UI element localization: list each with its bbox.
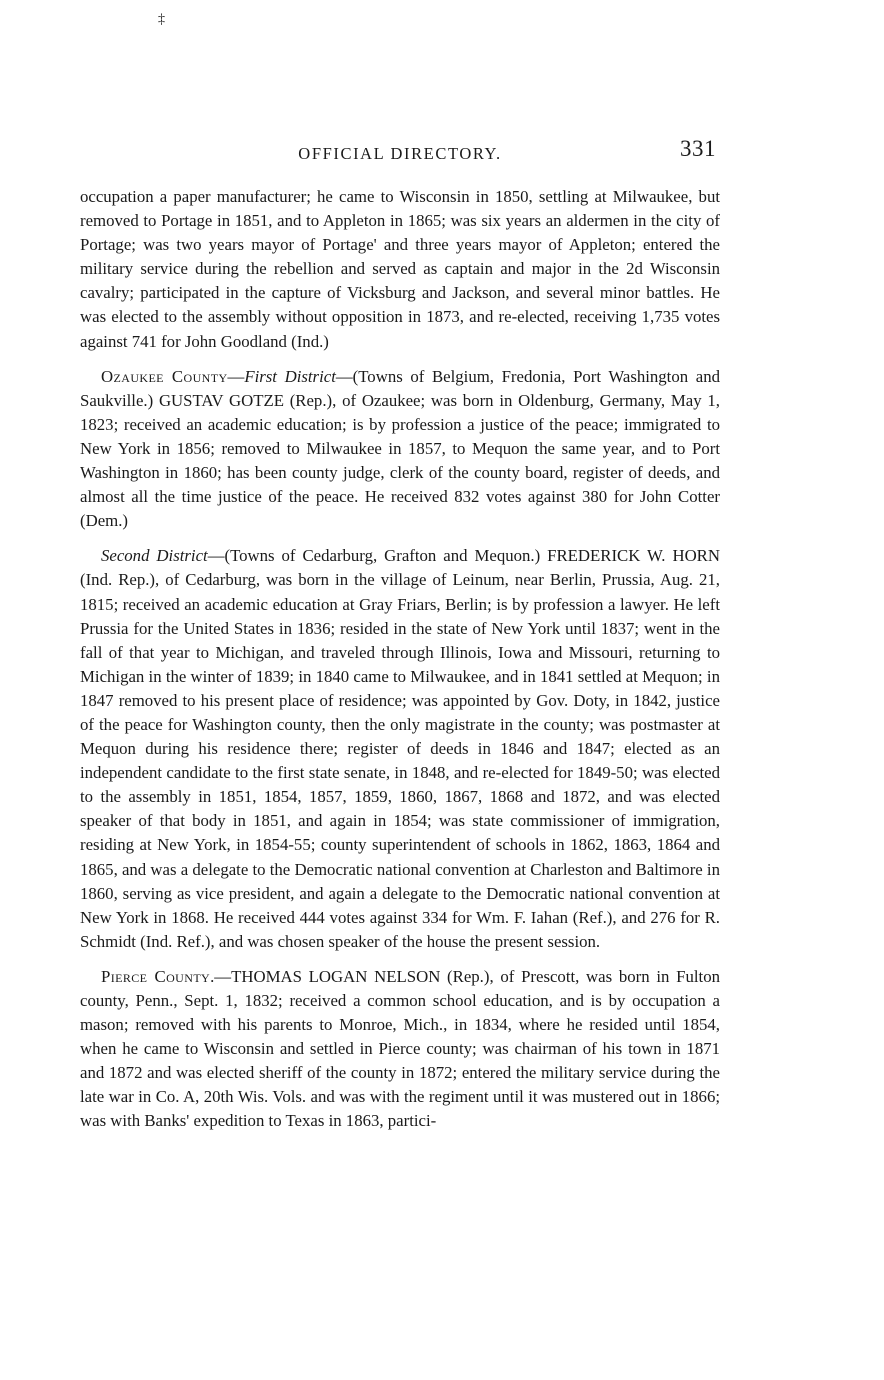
paragraph-ozaukee-first-district	[80, 365, 720, 534]
county-heading: Ozaukee County	[101, 366, 228, 386]
paragraph-ozaukee-second-district	[80, 544, 720, 954]
heading-separator: —	[227, 366, 245, 386]
district-heading: Second District	[101, 546, 208, 566]
district-separator: —	[335, 366, 353, 386]
paragraph-text: (Towns of Cedarburg, Grafton and Mequon.) FREDERICK W. HORN (Ind. Rep.), of Cedarburg, was born in the village of Leinum, near Berlin, Prussia, Aug. 21, 1815; received an academic education at Gray Friars, Berlin; is by profession a lawyer. He left Prussia for the United States in 1836; resided in the state of New York until 1837; went in the fall of that year to Michigan, and traveled through Illinois, Iowa and Missouri, returning to Michigan in the winter of 1839; in 1840 came to Milwaukee, and in 1841 settled at Mequon; in 1847 removed to his present place of residence; was appointed by Gov. Doty, in 1842, justice of the peace for Washington county, then the only magistrate in the county; was postmaster at Mequon during his residence there; register of deeds in 1846 and 1847; elected as an independent candidate to the first state senate, in 1848, and re-elected for 1849-50; was elected to the assembly in 1851, 1854, 1857, 1859, 1860, 1867, 1868 and 1872, and was elected speaker of that body in 1851, and again in 1854; was state commissioner of immigration, residing at New York, in 1854-55; county superintendent of schools in 1862, 1863, 1864 and 1865, and was a delegate to the Democratic national convention at Charleston and Baltimore in 1860, serving as vice president, and again a delegate to the Democratic national convention at New York in 1868. He received 444 votes against 334 for Wm. F. Iahan (Ref.), and 276 for R. Schmidt (Ind. Ref.), and was chosen speaker of the house the present session.	[80, 546, 720, 951]
heading-separator: .—	[210, 966, 232, 986]
paragraph-text: (Towns of Belgium, Fredonia, Port Washington and Saukville.) GUSTAV GOTZE (Rep.), of Ozaukee; was born in Oldenburg, Germany, May 1, 1823; received an academic education; is by profession a justice of the peace; immigrated to New York in 1856; removed to Milwaukee in 1857, to Mequon the same year, and to Port Washington in 1860; has been county judge, clerk of the county board, register of deeds, and almost all the time justice of the peace. He received 832 votes against 380 for John Cotter (Dem.)	[80, 366, 720, 531]
print-mark: ‡	[158, 12, 165, 27]
district-heading: First District	[244, 366, 336, 386]
running-title: OFFICIAL DIRECTORY.	[298, 144, 502, 163]
body-text	[80, 185, 720, 1145]
paragraph-text: occupation a paper manufacturer; he came to Wisconsin in 1850, settling at Milwaukee, but removed to Portage in 1851, and to Appleton in 1865; was six years an aldermen in the city of Portage; was two years mayor of Portage' and three years mayor of Appleton; entered the military service during the rebellion and served as captain and major in the 2d Wisconsin cavalry; participated in the capture of Vicksburg and Jackson, and several minor battles. He was elected to the assembly without opposition in 1873, and re-elected, receiving 1,735 votes against 741 for John Goodland (Ind.)	[80, 187, 720, 351]
page-number: 331	[680, 136, 716, 161]
page-header	[80, 136, 720, 166]
district-separator: —	[207, 546, 225, 566]
paragraph-pierce-county	[80, 965, 720, 1134]
paragraph-continuation	[80, 185, 720, 354]
county-heading: Pierce County	[101, 966, 211, 986]
paragraph-text: THOMAS LOGAN NELSON (Rep.), of Prescott, was born in Fulton county, Penn., Sept. 1, 1832; received a common school education, and is by occupation a mason; removed with his parents to Monroe, Mich., in 1834, where he resided until 1854, when he came to Wisconsin and settled in Pierce county; was chairman of his town in 1871 and 1872 and was elected sheriff of the county in 1872; entered the military service during the late war in Co. A, 20th Wis. Vols. and was with the regiment until it was mustered out in 1866; was with Banks' expedition to Texas in 1863, partici-	[80, 966, 720, 1131]
